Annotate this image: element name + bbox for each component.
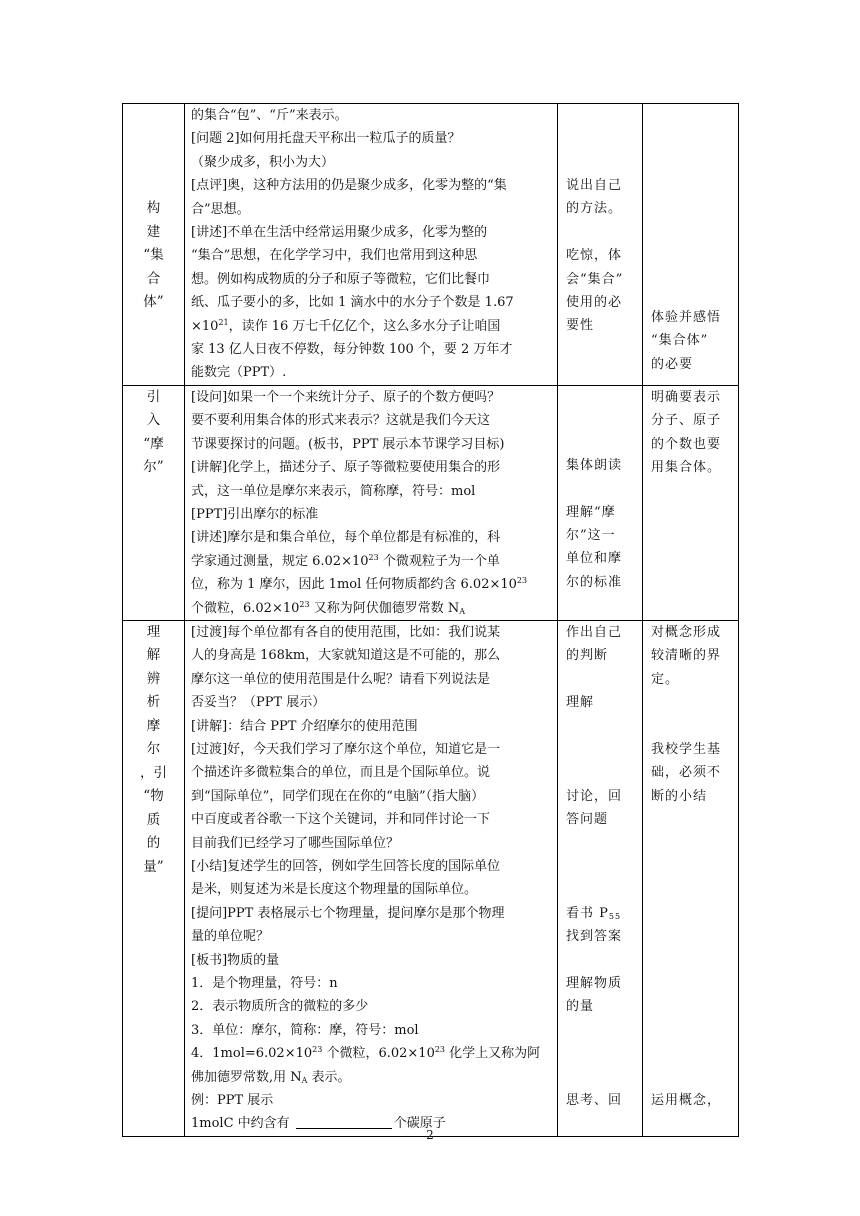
stage-label-cell	[123, 104, 185, 386]
table-row	[123, 620, 739, 1136]
content-line: 2．表示物质所含的微粒的多少	[191, 999, 369, 1015]
stage-label-char: “摩	[143, 435, 164, 452]
stage-label-char: “物	[143, 788, 164, 805]
student-line: 尔”这一	[566, 528, 616, 544]
content-line: 量的单位呢？	[191, 929, 270, 945]
student-line: 看书 $P_{55}$	[566, 905, 622, 921]
content-line: [过渡]好，今天我们学习了摩尔这个单位，知道它是一	[191, 741, 501, 757]
teacher-activity-cell	[185, 620, 558, 1136]
stage-label-char: 尔	[146, 741, 161, 758]
stage-label-char: 摩	[146, 717, 161, 734]
teacher-activity-cell	[185, 385, 558, 620]
stage-label-char: 合	[146, 270, 161, 287]
content-line: 目前我们已经学习了哪些国际单位？	[191, 835, 400, 851]
student-line: 作出自己	[566, 624, 623, 640]
content-line: 个微粒，$6.02\times 10^{23}$ 又称为阿伏伽德罗常数 $N_A$	[191, 599, 465, 616]
content-line: “集合”思想，在化学学习中，我们也常用到这种思	[191, 248, 478, 264]
purpose-line: “集合体”	[651, 333, 709, 349]
purpose-line: 对概念形成	[651, 624, 722, 640]
purpose-line: 较清晰的界	[651, 648, 722, 664]
purpose-line: 定。	[651, 671, 680, 687]
content-line: [小结]复述学生的回答，例如学生回答长度的国际单位	[191, 859, 501, 874]
content-line: [讲述]摩尔是和集合单位，每个单位都是有标准的，科	[191, 530, 501, 546]
content-line: 否妥当？（PPT 展示）	[191, 695, 326, 711]
purpose-line: 的必要	[651, 356, 694, 372]
design-purpose-cell	[643, 620, 739, 1136]
content-line: 个描述许多微粒集合的单位，而且是个国际单位。说	[191, 765, 491, 781]
stage-label-char: 解	[146, 647, 161, 664]
lesson-table	[122, 103, 739, 1137]
content-line: [PPT]引出摩尔的标准	[191, 506, 319, 522]
stage-label-char: 建	[146, 223, 161, 240]
stage-label-char: 尔”	[143, 459, 164, 476]
student-activity-cell	[558, 104, 643, 386]
student-line: 单位和摩	[566, 551, 623, 567]
purpose-line: 明确要表示	[651, 389, 722, 405]
stage-label-char: 辨	[146, 670, 161, 687]
stage-label-char: ，引	[140, 764, 167, 781]
content-line: 位，称为 1 摩尔，因此 1mol 任何物质都约含 $6.02\times 10^{23}$	[191, 576, 528, 593]
student-line: 答问题	[566, 812, 609, 828]
student-line: 吃惊，体	[566, 248, 623, 264]
student-line: 集体朗读	[566, 457, 623, 473]
teacher-activity-cell	[185, 104, 558, 386]
student-line: 找到答案	[566, 929, 623, 945]
content-line: 是米，则复述为米是长度这个物理量的国际单位。	[191, 882, 478, 898]
student-line	[566, 221, 636, 244]
student-line: 要性	[566, 318, 595, 334]
content-line: 4．$1mol=6.02\times 10^{23}$ 个微粒，$6.02\times 10^{23}$ 化学上又称为阿	[191, 1045, 541, 1062]
content-line: 学家通过测量，规定 $6.02\times 10^{23}$ 个微观粒子为一个单	[191, 552, 500, 569]
stage-label-char: “集	[143, 247, 164, 263]
content-line: [提问]PPT 表格展示七个物理量，提问摩尔是那个物理	[191, 905, 505, 921]
stage-label-cell	[123, 385, 185, 620]
content-line: [讲解]化学上，描述分子、原子等微粒要使用集合的形	[191, 460, 501, 476]
content-line: 到“国际单位”，同学们现在在你的“电脑”（指大脑）	[191, 788, 485, 804]
content-line: 1．是个物理量，符号：n	[191, 976, 338, 992]
table-row	[123, 385, 739, 620]
student-line: 尔的标准	[566, 574, 623, 590]
student-line: 理解物质	[566, 975, 623, 991]
student-line: 的方法。	[566, 201, 623, 217]
content-line: 例：PPT 展示	[191, 1093, 274, 1109]
content-line: 要不要利用集合体的形式来表示？这就是我们今天这	[191, 413, 491, 429]
student-line: 理解“摩	[566, 504, 616, 520]
content-line: [点评]奥，这种方法用的仍是聚少成多，化零为整的“集	[191, 178, 507, 194]
purpose-line: 分子、原子	[651, 413, 722, 429]
content-line: 1molC 中约含有 个碳原子	[191, 1116, 446, 1132]
content-line: 想。例如构成物质的分子和原子等微粒，它们比餐巾	[191, 271, 491, 287]
student-line: 讨论，回	[566, 788, 623, 804]
stage-label-cell	[123, 620, 185, 1136]
content-line: $\times 10^{21}$，读作 16 万七千亿亿个，这么多水分子让咱国	[191, 317, 501, 334]
content-line: 合”思想。	[191, 201, 250, 217]
page-number: 2	[426, 1128, 434, 1142]
stage-label-char: 的	[146, 835, 161, 852]
student-line: 会“集合”	[566, 271, 624, 287]
content-line: 中百度或者谷歌一下这个关键词，并和同伴讨论一下	[191, 812, 491, 828]
stage-label-char: 构	[146, 200, 161, 216]
stage-label-char: 质	[146, 811, 161, 828]
purpose-line: 运用概念，	[651, 1092, 722, 1108]
student-activity-cell	[558, 620, 643, 1136]
content-line: 3．单位：摩尔，简称：摩，符号：mol	[191, 1022, 419, 1038]
content-line: 人的身高是 168km，大家就知道这是不可能的，那么	[191, 648, 501, 664]
content-line: 节课要探讨的问题。(板书，PPT 展示本节课学习目标)	[191, 436, 505, 452]
content-line: [讲述]不单在生活中经常运用聚少成多，化零为整的	[191, 225, 488, 241]
student-line: 的判断	[566, 648, 609, 664]
stage-label-char: 理	[146, 623, 161, 640]
stage-label-char: 析	[146, 694, 161, 711]
purpose-line: 体验并感悟	[651, 310, 722, 325]
content-line: [板书]物质的量	[191, 952, 280, 968]
stage-label-char: 体”	[143, 294, 164, 310]
design-purpose-cell	[643, 385, 739, 620]
content-line: 的集合“包”、“斤”来表示。	[191, 108, 348, 123]
purpose-line: 断的小结	[651, 788, 708, 804]
table-row	[123, 104, 739, 386]
content-line: [讲解]：结合 PPT 介绍摩尔的使用范围	[191, 718, 418, 734]
content-line: （聚少成多，积小为大）	[191, 154, 335, 170]
content-line: [设问]如果一个一个来统计分子、原子的个数方便吗？	[191, 389, 501, 405]
purpose-line: 的个数也要	[651, 436, 722, 452]
content-line: 佛加德罗常数,用 $N_A$ 表示。	[191, 1069, 351, 1085]
content-line: 能数完（PPT）.	[191, 365, 287, 381]
student-line: 使用的必	[566, 295, 623, 311]
student-line: 说出自己	[566, 178, 623, 193]
purpose-line: 我校学生基	[651, 741, 722, 757]
stage-label-char: 入	[146, 412, 161, 429]
content-line: 家 13 亿人日夜不停数，每分钟数 100 个，要 2 万年才	[191, 342, 513, 358]
student-line: 思考、回	[566, 1092, 623, 1108]
content-line: [问题 2]如何用托盘天平称出一粒瓜子的质量？	[191, 131, 461, 147]
content-line: 摩尔这一单位的使用范围是什么呢？请看下列说法是	[191, 671, 491, 687]
stage-label-char: 引	[146, 388, 161, 405]
purpose-line: 用集合体。	[651, 460, 722, 476]
student-line: 的量	[566, 999, 595, 1015]
content-line: 纸、瓜子要小的多，比如 1 滴水中的水分子个数是 1.67	[191, 295, 514, 311]
stage-label-char: 量”	[143, 858, 164, 875]
student-activity-cell	[558, 385, 643, 620]
design-purpose-cell	[643, 104, 739, 386]
student-line: 理解	[566, 695, 595, 711]
content-line: 式，这一单位是摩尔来表示，简称摩，符号：mol	[191, 483, 476, 499]
purpose-line: 础，必须不	[651, 765, 722, 781]
content-line: [过渡]每个单位都有各自的使用范围，比如：我们说某	[191, 624, 501, 640]
